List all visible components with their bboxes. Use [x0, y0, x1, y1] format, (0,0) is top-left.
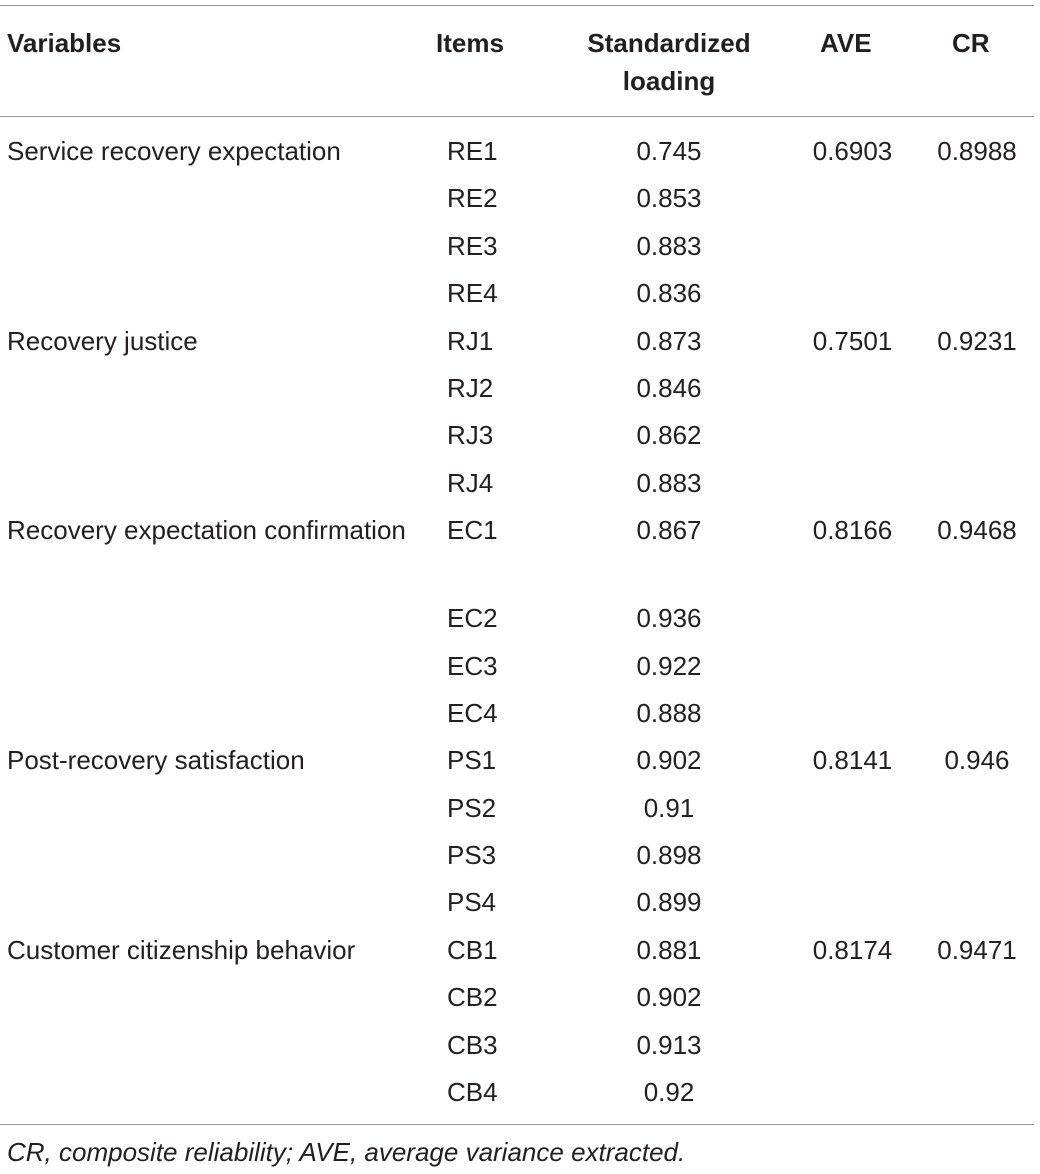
loading-cell: 0.873 — [636, 325, 702, 356]
item-cell: CB3 — [447, 1029, 498, 1060]
table-row — [0, 788, 1040, 835]
table-row — [0, 740, 1040, 787]
cr-cell: 0.946 — [944, 745, 1010, 776]
cr-cell: 0.9471 — [937, 934, 1017, 965]
ave-cell: 0.6903 — [812, 136, 893, 166]
table-row — [0, 930, 1040, 977]
table-row — [0, 510, 1040, 598]
table-footnote: CR, composite reliability; AVE, average variance extracted. — [7, 1137, 686, 1167]
table-row — [0, 1072, 1040, 1119]
header-loading-line2: loading — [622, 66, 716, 96]
ave-cell: 0.8166 — [812, 515, 893, 546]
item-cell: EC3 — [447, 650, 498, 681]
table-row — [0, 598, 1040, 645]
table-row — [0, 463, 1040, 510]
item-cell: PS4 — [447, 887, 497, 918]
loading-cell: 0.853 — [636, 183, 702, 214]
table-row — [0, 1025, 1040, 1072]
header-cr: CR — [952, 28, 990, 58]
table-row — [0, 273, 1040, 320]
loading-cell: 0.91 — [643, 792, 695, 823]
variable-cell: Customer citizenship behavior — [7, 934, 356, 965]
item-cell: PS2 — [447, 792, 497, 823]
table-row — [0, 415, 1040, 462]
loading-cell: 0.881 — [636, 934, 702, 965]
item-cell: RJ3 — [447, 420, 494, 451]
item-cell: PS3 — [447, 840, 497, 871]
table-row — [0, 693, 1040, 740]
item-cell: PS1 — [447, 745, 497, 776]
loading-cell: 0.902 — [636, 745, 702, 776]
loading-cell: 0.922 — [636, 650, 702, 681]
table-row — [0, 321, 1040, 368]
item-cell: RJ2 — [447, 372, 494, 403]
header-variables: Variables — [7, 28, 122, 58]
loading-cell: 0.92 — [643, 1077, 695, 1108]
header-loading-line1: Standardized — [587, 28, 751, 58]
ave-cell: 0.7501 — [812, 325, 893, 356]
item-cell: RE2 — [447, 183, 498, 214]
table-top-rule — [0, 5, 1034, 6]
ave-cell: 0.8174 — [812, 934, 893, 965]
table-row — [0, 178, 1040, 225]
loading-cell: 0.745 — [636, 136, 702, 166]
variable-cell: Recovery justice — [7, 325, 198, 356]
ave-cell: 0.8141 — [812, 745, 893, 776]
loading-cell: 0.888 — [636, 697, 702, 728]
item-cell: RJ4 — [447, 467, 494, 498]
table-row — [0, 977, 1040, 1024]
loading-cell: 0.836 — [636, 278, 702, 309]
loading-cell: 0.867 — [636, 515, 702, 546]
item-cell: EC1 — [447, 515, 498, 546]
item-cell: CB1 — [447, 934, 498, 965]
variable-cell: Service recovery expectation — [7, 136, 341, 166]
loading-cell: 0.936 — [636, 603, 702, 634]
header-ave: AVE — [820, 28, 872, 58]
header-divider-rule — [0, 116, 1034, 117]
table-bottom-rule — [0, 1124, 1034, 1125]
item-cell: RE1 — [447, 136, 498, 166]
loading-cell: 0.846 — [636, 372, 702, 403]
cr-cell: 0.9468 — [937, 515, 1017, 546]
loading-cell: 0.862 — [636, 420, 702, 451]
header-items: Items — [436, 28, 504, 58]
header-standardized-loading — [566, 24, 772, 100]
loading-cell: 0.899 — [636, 887, 702, 918]
variable-cell: Post-recovery satisfaction — [7, 745, 305, 776]
table-body — [0, 131, 1040, 1119]
loading-cell: 0.902 — [636, 982, 702, 1013]
item-cell: EC2 — [447, 603, 498, 634]
item-cell: RE4 — [447, 278, 498, 309]
table-row — [0, 646, 1040, 693]
loading-cell: 0.898 — [636, 840, 702, 871]
item-cell: RE3 — [447, 230, 498, 261]
item-cell: CB4 — [447, 1077, 498, 1108]
cr-cell: 0.9231 — [937, 325, 1017, 356]
table-row — [0, 131, 1040, 178]
item-cell: CB2 — [447, 982, 498, 1013]
item-cell: EC4 — [447, 697, 498, 728]
cr-cell: 0.8988 — [937, 136, 1017, 166]
table-row — [0, 226, 1040, 273]
variable-cell: Recovery expectation confirmation — [7, 515, 406, 546]
loading-cell: 0.883 — [636, 230, 702, 261]
table-row — [0, 835, 1040, 882]
table-row — [0, 368, 1040, 415]
table-row — [0, 882, 1040, 929]
item-cell: RJ1 — [447, 325, 494, 356]
loading-cell: 0.883 — [636, 467, 702, 498]
loading-cell: 0.913 — [636, 1029, 702, 1060]
